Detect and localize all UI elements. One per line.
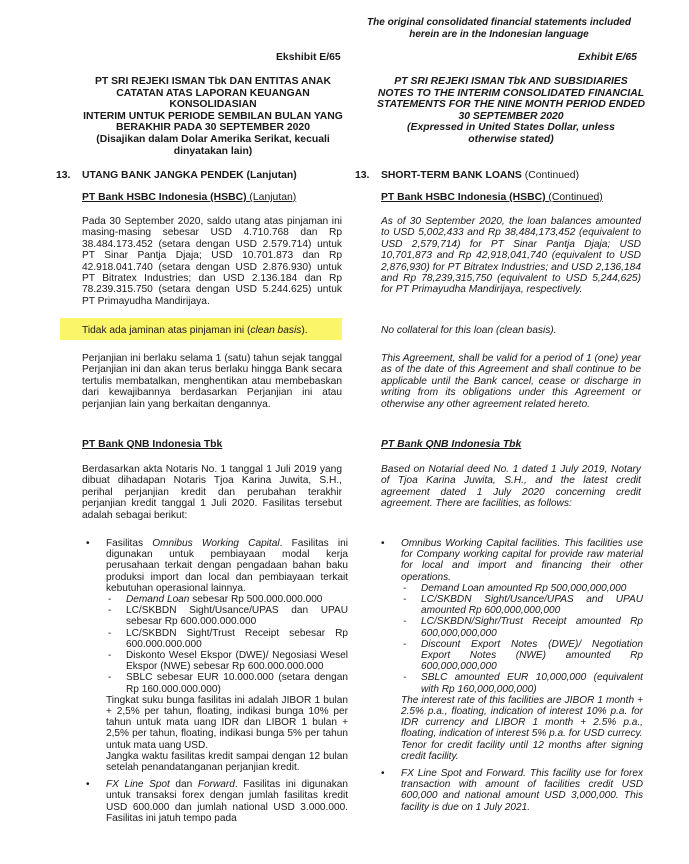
item-text: SBLC sebesar EUR 10.000.000 (setara dengan Rp 160.000.000.000) <box>126 672 348 695</box>
bullet-rest: . Fasilitas ini digunakan untuk transaksi forex dengan jumlah fasilitas kredit USD 600.000 dan jumlah national USD 3.000.000. Fasilitas ini jatuh tempo pada <box>106 779 349 824</box>
qnb-heading-right: PT Bank QNB Indonesia Tbk <box>381 439 522 450</box>
title-line: (Disajikan dalam Dolar Amerika Serikat, kecuali <box>96 133 330 145</box>
facility-list-left <box>86 538 348 824</box>
qnb-heading-left: PT Bank QNB Indonesia Tbk <box>82 439 223 450</box>
item-text: sebesar Rp 500.000.000.000 <box>189 594 323 606</box>
list-item <box>106 628 348 650</box>
hsbc-heading-left <box>82 192 296 203</box>
title-block-right <box>376 76 646 146</box>
dash-icon: - <box>403 638 407 650</box>
list-item <box>381 538 643 762</box>
sub-list <box>401 583 643 695</box>
bullet-icon: • <box>381 768 385 780</box>
hsbc-validity-paragraph-left: Perjanjian ini berlaku selama 1 (satu) tahun sejak tanggal Perjanjian ini dan akan terus berlaku hingga Bank secara tertulis membatalkan, menghentikan atau membebaskan dari kewajibannya berdasarkan Perjanjian ini atau perjanjian lain yang berkaitan dengannya. <box>82 353 342 410</box>
tenor-text: Tenor for credit facility until 12 months after signing credit facility. <box>401 739 643 762</box>
title-line: STATEMENTS FOR THE NINE MONTH PERIOD ENDED <box>376 99 646 111</box>
bullet-icon: • <box>86 538 90 549</box>
item-label: Demand Loan <box>126 594 190 606</box>
interest-rate-text: The interest rate of this facilities are JIBOR 1 month + 2.5% p.a., floating, indication of interest 10% p.a. for IDR currency and LIBOR 1 month + 2.5% p.a., floating, indication of interest 5% p.a. for USD currecy. <box>401 694 643 740</box>
section-title: UTANG BANK JANGKA PENDEK (Lanjutan) <box>82 170 297 181</box>
list-item <box>401 616 643 638</box>
exhibit-label-left: Ekshibit E/65 <box>276 52 341 63</box>
title-line: otherwise stated) <box>468 133 554 145</box>
dash-icon: - <box>403 672 407 684</box>
title-line: NOTES TO THE INTERIM CONSOLIDATED FINANCIAL <box>377 87 645 99</box>
bullet-text: Omnibus Working Capital facilities. This facilities use for Company working capital for provide raw material for local and import and financing their other operations. <box>401 538 643 583</box>
list-item <box>106 650 348 672</box>
bullet-italic-2: Forward <box>197 779 235 791</box>
heading-text: PT Bank HSBC Indonesia (HSBC) <box>381 192 546 203</box>
item-text: Discount Export Notes (DWE)/ Negotiation Export Notes (NWE) amounted Rp 600,000,000,000 <box>421 638 643 673</box>
section-suffix: (Continued) <box>521 170 580 181</box>
item-text: LC/SKBDN Sight/Usance/UPAS and UPAU amounted Rp 600,000,000,000 <box>421 594 643 617</box>
item-text: LC/SKBDN/Sighr/Trust Receipt amounted Rp 600,000,000,000 <box>421 616 643 639</box>
bullet-icon: • <box>86 779 90 791</box>
qnb-paragraph-right: Based on Notarial deed No. 1 dated 1 July 2019, Notary of Tjoa Karina Juwita, S.H., and the latest credit agreement dated 1 July 2020 concerning credit agreement. There are facilities, as follows: <box>381 464 641 510</box>
bullet-text: FX Line Spot and Forward. This facility use for forex transaction with amount of facilities credit USD 600,000 and national amount USD 3,000,000. This facility is due on 1 July 2021. <box>401 768 643 813</box>
item-text: Demand Loan amounted Rp 500,000,000,000 <box>421 582 627 594</box>
list-item <box>106 594 348 605</box>
title-line: CATATAN ATAS LAPORAN KEUANGAN KONSOLIDASIAN <box>116 87 310 111</box>
collateral-italic: clean basis <box>250 325 302 336</box>
section-heading-right <box>355 170 579 181</box>
hsbc-balance-paragraph-left: Pada 30 September 2020, saldo utang atas pinjaman ini masing-masing sebesar USD 4.710.768 dan Rp 38.484.173.452 (setara dengan USD 2.579.714) untuk PT Sinar Pantja Djaja; USD 10.701.873 dan Rp 42.918.041.740 (setara dengan USD 2.876.930) untuk PT Bitratex Industries; dan USD 2.136.184 dan Rp 78.239.315.750 (setara dengan USD 5.244.625) untuk PT Primayudha Mandirijaya. <box>82 216 342 307</box>
list-item <box>401 583 643 594</box>
item-text: SBLC amounted EUR 10,000,000 (equivalent with Rp 160,000,000,000) <box>421 672 643 695</box>
dash-icon: - <box>403 582 407 594</box>
list-item <box>86 779 348 824</box>
bullet-mid: dan <box>169 779 198 791</box>
collateral-note-left <box>82 325 342 336</box>
item-text: Diskonto Wesel Ekspor (DWE)/ Negosiasi Wesel Ekspor (NWE) sebesar Rp 600.000.000.000 <box>126 650 348 673</box>
facility-list-right <box>381 538 643 813</box>
item-text: LC/SKBDN Sight/Trust Receipt sebesar Rp 600.000.000.000 <box>126 627 348 650</box>
title-line: dinyatakan lain) <box>173 145 253 157</box>
heading-text: PT Bank HSBC Indonesia (HSBC) <box>82 192 247 203</box>
dash-icon: - <box>108 605 112 617</box>
translation-note: The original consolidated financial statements included herein are in the Indonesian language <box>367 17 631 40</box>
section-title: SHORT-TERM BANK LOANS <box>381 170 522 181</box>
heading-suffix: (Continued) <box>545 192 603 203</box>
hsbc-validity-paragraph-right: This Agreement, shall be valid for a period of 1 (one) year as of the date of this Agreement and shall continue to be applicable until the Bank cancel, cease or discharge in writing from its obligations under this Agreement or otherwise any other agreement related hereto. <box>381 353 641 410</box>
list-item <box>381 768 643 813</box>
collateral-note-right: No collateral for this loan (clean basis). <box>381 325 557 336</box>
bullet-italic: Omnibus Working Capital <box>152 538 280 549</box>
item-text: LC/SKBDN Sight/Usance/UPAS dan UPAU sebesar Rp 600.000.000.000 <box>126 605 348 628</box>
sub-list <box>106 594 348 695</box>
dash-icon: - <box>403 616 407 628</box>
list-item <box>401 639 643 673</box>
bullet-rest: . Fasilitas ini digunakan untuk pembiayaan modal kerja perusahaan terkait dengan pengadaan bahan baku produksi import dan local dan pembiayaan terkait kebutuhan operasional lainnya. <box>106 538 349 594</box>
title-line: BERAKHIR PADA 30 SEPTEMBER 2020 <box>115 122 310 134</box>
title-line: 30 SEPTEMBER 2020 <box>458 110 564 122</box>
dash-icon: - <box>108 627 112 639</box>
qnb-paragraph-left: Berdasarkan akta Notaris No. 1 tanggal 1 Juli 2019 yang dibuat dihadapan Notaris Tjoa Karina Juwita, S.H., perihal perjanjian kredit dan perubahan terakhir perjanjian kredit tanggal 1 Juli 2020. Fasilitas tersebut adalah sebagai berikut: <box>82 464 342 521</box>
interest-rate-text: Tingkat suku bunga fasilitas ini adalah JIBOR 1 bulan + 2,5% per tahun, floating, indikasi bunga 10% per tahun untuk mata uang IDR dan LIBOR 1 bulan + 2,5% per tahun, floating, indikasi bunga 5% per tahun untuk mata uang USD. <box>106 694 348 751</box>
collateral-prefix: Tidak ada jaminan atas pinjaman ini ( <box>82 325 251 336</box>
title-line: (Expressed in United States Dollar, unless <box>407 122 615 134</box>
exhibit-label-right: Exhibit E/65 <box>578 52 637 63</box>
title-line: PT SRI REJEKI ISMAN Tbk DAN ENTITAS ANAK <box>94 76 332 87</box>
section-heading-left <box>56 170 297 181</box>
dash-icon: - <box>108 650 112 662</box>
bullet-italic: FX Line Spot <box>106 779 170 791</box>
tenor-text: Jangka waktu fasilitas kredit sampai dengan 12 bulan setelah penandatanganan perjanjian kredit. <box>106 750 348 774</box>
hsbc-balance-paragraph-right: As of 30 September 2020, the loan balances amounted to USD 5,002,433 and Rp 38,484,173,452 (equivalent to USD 2,579,714) for PT Sinar Pantja Djaja; USD 10,701,873 and Rp 42,918,041,740 (equivalent to USD 2,876,930) for PT Bitratex Industries; and USD 2,136,184 and Rp 78,239,315,750 (equivalent to USD 5,244,625) for PT Primayudha Mandirijaya, respectively. <box>381 216 641 296</box>
dash-icon: - <box>403 594 407 606</box>
hsbc-heading-right <box>381 192 603 203</box>
section-number: 13. <box>355 170 370 181</box>
list-item <box>106 672 348 694</box>
list-item <box>401 594 643 616</box>
heading-suffix: (Lanjutan) <box>246 192 297 203</box>
title-block-left <box>78 76 348 157</box>
list-item <box>401 672 643 694</box>
bullet-prefix: Fasilitas <box>106 538 153 549</box>
list-item <box>86 538 348 773</box>
section-number: 13. <box>56 170 71 181</box>
dash-icon: - <box>108 594 112 606</box>
title-line: INTERIM UNTUK PERIODE SEMBILAN BULAN YANG <box>83 110 343 122</box>
title-line: PT SRI REJEKI ISMAN Tbk AND SUBSIDIARIES <box>394 76 628 87</box>
bullet-icon: • <box>381 538 385 549</box>
collateral-suffix: ). <box>301 325 308 336</box>
list-item <box>106 605 348 627</box>
dash-icon: - <box>108 672 112 684</box>
